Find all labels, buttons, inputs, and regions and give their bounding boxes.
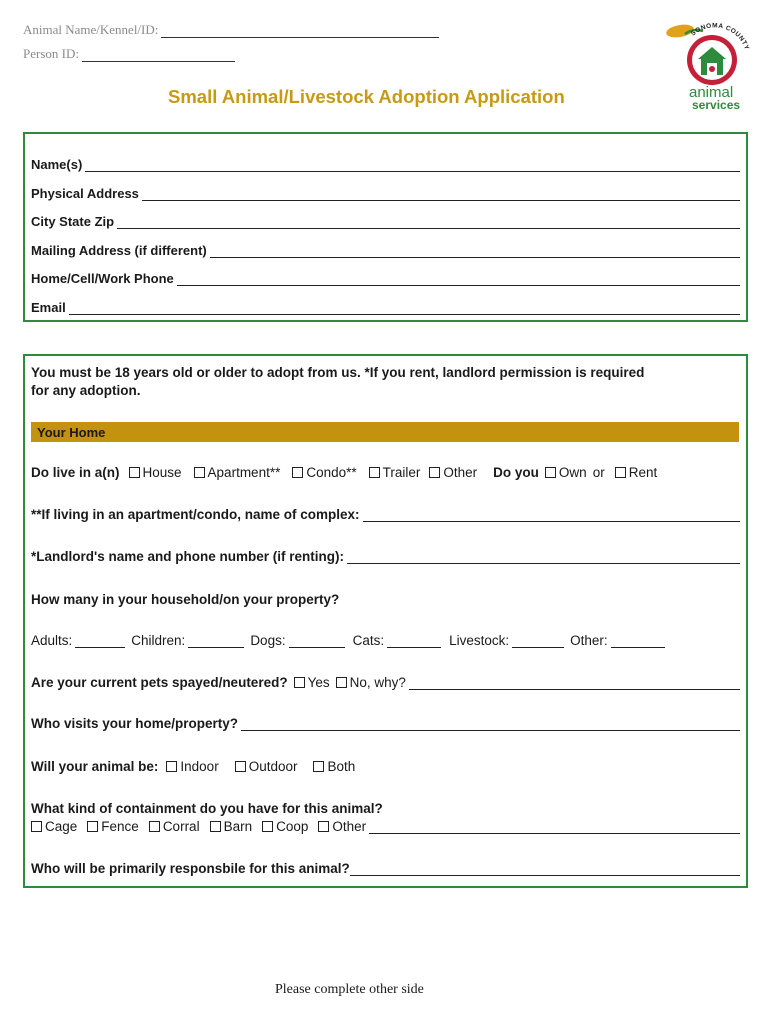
checkbox-square[interactable] [87,821,98,832]
responsible-input-line[interactable] [350,865,740,876]
rent-label: Rent [628,465,658,480]
visits-field[interactable] [31,716,740,731]
your-home-section-bar [31,422,739,442]
dogs-label: Dogs: [250,633,286,648]
checkbox-square[interactable] [129,467,140,478]
checkbox-square[interactable] [262,821,273,832]
email-input-line[interactable] [69,305,740,315]
person-id-field[interactable] [23,46,235,62]
physical-address-field[interactable] [31,186,740,201]
landlord-field[interactable] [31,549,740,564]
checkbox-square[interactable] [292,467,303,478]
page-title: Small Animal/Livestock Adoption Application [168,86,565,107]
residence-type-row [31,465,663,480]
both-label: Both [327,759,356,774]
trailer-checkbox[interactable] [369,465,421,480]
household-counts-row [31,633,665,648]
other-containment-checkbox[interactable] [318,819,366,834]
checkbox-square[interactable] [313,761,324,772]
page-footer: Please complete other side [275,982,424,997]
animal-id-line[interactable] [161,26,439,38]
sonoma-county-animal-services-logo [663,22,751,114]
rent-checkbox[interactable] [615,465,658,480]
or-label: or [592,465,605,480]
cats-input-line[interactable] [387,637,441,648]
checkbox-square[interactable] [545,467,556,478]
checkbox-square[interactable] [149,821,160,832]
household-label: How many in your household/on your property? [31,592,340,607]
corral-checkbox[interactable] [149,819,200,834]
complex-name-field[interactable] [31,507,740,522]
names-label: Name(s) [31,157,83,172]
indoor-label: Indoor [180,759,219,774]
barn-checkbox[interactable] [210,819,253,834]
condo-label: Condo** [306,465,357,480]
fence-checkbox[interactable] [87,819,139,834]
barn-label: Barn [223,819,253,834]
apartment-checkbox[interactable] [194,465,281,480]
do-you-label: Do you [493,465,539,480]
livestock-label: Livestock: [449,633,510,648]
phone-field[interactable] [31,271,740,286]
your-home-heading: Your Home [37,425,106,440]
animal-id-field[interactable] [23,22,439,38]
checkbox-square[interactable] [429,467,440,478]
checkbox-square[interactable] [336,677,347,688]
checkbox-square[interactable] [369,467,380,478]
landlord-input-line[interactable] [347,553,740,564]
residence-type-label: Do live in a(n) [31,465,120,480]
animal-id-label: Animal Name/Kennel/ID: [23,22,159,37]
condo-checkbox[interactable] [292,465,356,480]
own-label: Own [558,465,587,480]
cage-checkbox[interactable] [31,819,77,834]
names-input-line[interactable] [85,162,740,172]
outdoor-checkbox[interactable] [235,759,298,774]
person-id-label: Person ID: [23,46,79,61]
own-checkbox[interactable] [545,465,587,480]
containment-question [31,801,383,816]
city-state-zip-input-line[interactable] [117,219,740,229]
spayed-field [31,675,740,690]
spayed-no-label: No, why? [349,675,406,690]
spayed-no-checkbox[interactable] [336,675,406,690]
outdoor-label: Outdoor [248,759,298,774]
household-question [31,592,339,607]
checkbox-square[interactable] [235,761,246,772]
visits-input-line[interactable] [241,720,740,731]
house-checkbox[interactable] [129,465,182,480]
indoor-checkbox[interactable] [166,759,218,774]
mailing-address-input-line[interactable] [210,248,740,258]
coop-label: Coop [276,819,309,834]
coop-checkbox[interactable] [262,819,308,834]
responsible-field[interactable] [31,861,740,876]
age-notice-line2: for any adoption. [31,383,141,398]
fence-label: Fence [101,819,139,834]
trailer-label: Trailer [382,465,421,480]
checkbox-square[interactable] [194,467,205,478]
spayed-yes-label: Yes [307,675,330,690]
names-field[interactable] [31,157,740,172]
spayed-yes-checkbox[interactable] [294,675,330,690]
person-id-line[interactable] [82,50,235,62]
email-field[interactable] [31,300,740,315]
phone-input-line[interactable] [177,276,740,286]
city-state-zip-label: City State Zip [31,214,115,229]
containment-other-input-line[interactable] [369,823,740,834]
children-label: Children: [131,633,186,648]
responsible-label: Who will be primarily responsbile for this animal? [31,861,350,876]
visits-label: Who visits your home/property? [31,716,239,731]
logo-services-text: services [692,98,741,112]
animal-location-label: Will your animal be: [31,759,159,774]
landlord-label: *Landlord's name and phone number (if renting): [31,549,344,564]
svg-text:SONOMA COUNTY: SONOMA COUNTY [689,22,751,52]
spayed-why-input-line[interactable] [409,679,740,690]
mailing-address-field[interactable] [31,243,740,258]
livestock-input-line[interactable] [512,637,564,648]
checkbox-square[interactable] [294,677,305,688]
age-notice-line1: You must be 18 years old or older to adopt from us. *If you rent, landlord permission is required [31,365,645,380]
email-label: Email [31,300,66,315]
both-checkbox[interactable] [313,759,355,774]
apartment-label: Apartment** [207,465,281,480]
cage-label: Cage [45,819,78,834]
phone-label: Home/Cell/Work Phone [31,271,174,286]
physical-address-label: Physical Address [31,186,139,201]
adults-label: Adults: [31,633,73,648]
checkbox-square[interactable] [318,821,329,832]
logo-animal-text: animal [689,84,734,101]
dogs-input-line[interactable] [289,637,345,648]
other-count-input-line[interactable] [611,637,665,648]
mailing-address-label: Mailing Address (if different) [31,243,207,258]
complex-name-label: **If living in an apartment/condo, name of complex: [31,507,360,522]
complex-name-input-line[interactable] [363,511,740,522]
house-label: House [142,465,182,480]
adults-input-line[interactable] [75,637,125,648]
containment-label: What kind of containment do you have for this animal? [31,801,383,816]
checkbox-square[interactable] [615,467,626,478]
spayed-label: Are your current pets spayed/neutered? [31,675,288,690]
city-state-zip-field[interactable] [31,214,740,229]
other-containment-label: Other [332,819,367,834]
containment-options-row [31,819,740,834]
other-count-label: Other: [570,633,608,648]
checkbox-square[interactable] [166,761,177,772]
checkbox-square[interactable] [210,821,221,832]
children-input-line[interactable] [188,637,244,648]
animal-location-row [31,759,361,774]
physical-address-input-line[interactable] [142,191,740,201]
corral-label: Corral [162,819,200,834]
other-residence-label: Other [443,465,478,480]
cats-label: Cats: [352,633,385,648]
other-residence-checkbox[interactable] [429,465,477,480]
checkbox-square[interactable] [31,821,42,832]
